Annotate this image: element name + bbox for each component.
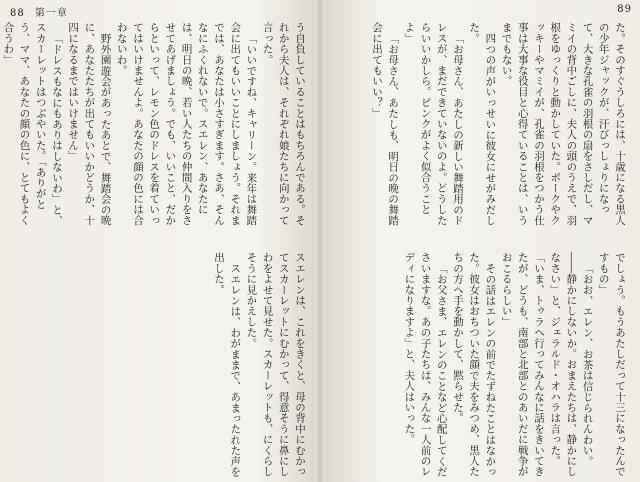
left-lower-paragraph: スエレンは、これをきくと、母の背中にむかってスカーレットにむかって、得意そうに鼻にしわをよせて見せた。スカーレットも、にくらしそうに見かえした。 (245, 252, 306, 477)
left-upper-text-block (2, 22, 308, 226)
left-upper-paragraph: 野外園遊会があったあとで、舞踏会の晩に、あなたたちが出てもいいかどうか、十四になるまではいけません」 (67, 22, 112, 226)
right-page-header (617, 4, 632, 15)
chapter-title: 第一章 (34, 8, 68, 19)
right-upper-text-block (332, 22, 628, 226)
left-page-number: 88 (10, 8, 25, 19)
right-upper-paragraph: 「お母さん、あたしの新しい舞踏用のドレスが、まだできていないのよ。どうしたらいいかしら。ピンクがよく似合うことよ」 (403, 22, 464, 226)
left-page (0, 0, 316, 482)
right-lower-paragraph: 「おお、エレン、お茶は信じられんわい。――静かにしないか。おまえたちは、静かにしなさい」と、ジェラルド・オハラは言った。「いま、トゥラへ行ってみんなに話をきいてきたが、どうも、南部と北部とのあいだに戦争がおこるらしい」 (500, 252, 594, 477)
left-upper-paragraph: 「ドレスもなにもありはしないわ」と、スカーレットはつぶやいた。「ありがとう、ママ、あなたの顔の色に、とてもよく合うわ」 (2, 22, 63, 226)
left-upper-paragraph: 「いいですね、キャリーン。来年は舞踏会に出てもいいことにしましょう。それまでは、あなたは小さすぎます。さあ、そんなにふくれないで。スエレン、あなたには、明日の晩、若い人たちの仲間入りをさせてあげましょう。でも、いいこと、だからといって、レモン色のドレスを着ていってはいけませんよ。あなたの顔の色には合わないわ。 (115, 22, 258, 226)
left-page-header (10, 4, 68, 19)
right-upper-paragraph: 四つの声がいっせいに彼女にせがみだした。 (468, 22, 497, 226)
right-lower-paragraph: その話はエレンの前でたずねたことはなかった。彼女はおちついた顔で夫をみつめ、黒人たちの方へ手を動かして、黙らせた。 (451, 252, 497, 477)
right-lower-text-block (332, 252, 628, 478)
right-page (324, 0, 640, 482)
right-page-number: 89 (617, 4, 632, 15)
left-upper-paragraph: う自負していることはもちろんである。それから夫人は、それぞれ娘たちに向かって言った。 (261, 22, 306, 226)
right-upper-paragraph: た。そのすぐうしろには、十歳になる黒人の少年ジャックが、汗びっしょりになって、大きな孔雀の羽根の扇をさしだし、マミイの背中ごしに、夫人の頭のうえで、羽根をゆっくりと動かしていた。ポークやクッキーやマミイが、孔雀の羽根をつかう仕事は大事な役目と心得ていることは、いうまでもない。 (500, 22, 626, 226)
left-lower-text-block (14, 252, 308, 478)
right-upper-paragraph: 「お母さん、あたしも、明日の晩の舞踏会に出てもいい？」 (370, 22, 400, 226)
right-lower-paragraph: でしょう。もうあたしだって十三になったんですもの」 (597, 252, 626, 477)
right-lower-paragraph: 「お父さま、エレンのことなど心配してくださいますな。あの子たちは、みんな一人前のレディになりますよ」と、夫人はいった。 (403, 252, 448, 477)
left-lower-paragraph: スエレンは、わがままで、あまったれた声を出した。 (212, 252, 242, 477)
